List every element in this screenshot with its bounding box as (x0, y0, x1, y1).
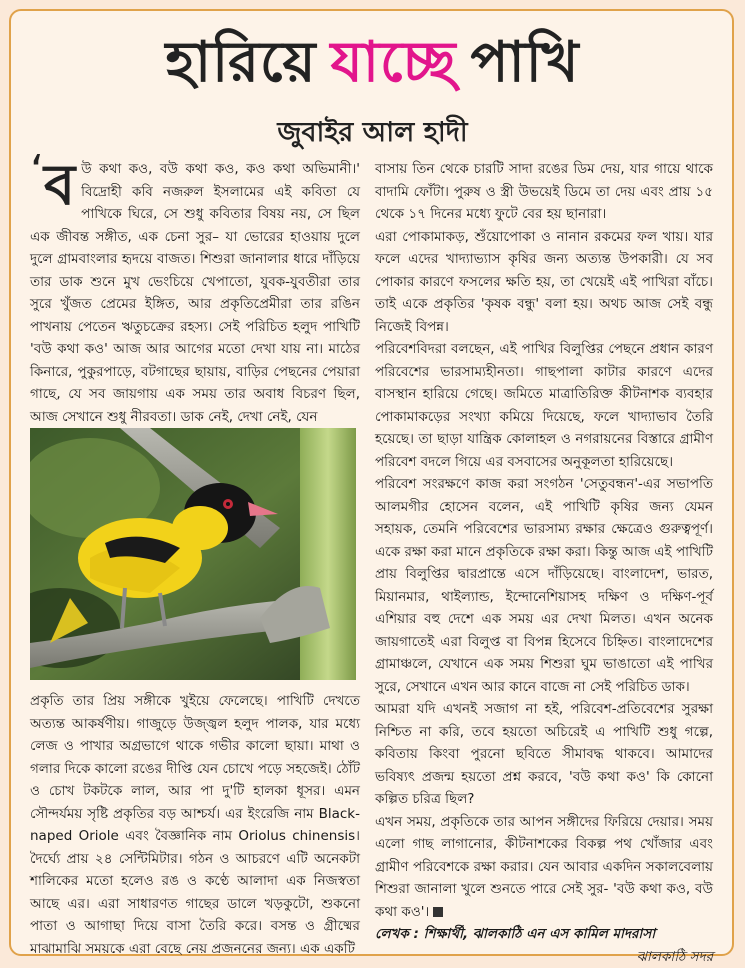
paragraph-warning: আমরা যদি এখনই সজাগ না হই, পরিবেশ-প্রতিবেশের সুরক্ষা নিশ্চিত না করি, তবে হয়তো অচিরেই এ পাখিটি শুধু গল্পে, কবিতায় কিংবা পুরনো ছবিতে সীমাবদ্ধ থাকবে। আমাদের ভবিষ্যৎ প্রজন্ম হয়তো প্রশ্ন করবে, 'বউ কথা কও' কি কোনো কল্পিত চরিত্র ছিল? (375, 701, 713, 807)
conclusion-text: এখন সময়, প্রকৃতিকে তার আপন সঙ্গীদের ফিরিয়ে দেয়ার। সময় এলো গাছ লাগানোর, কীটনাশকের বিকল্প পথ খোঁজার এবং গ্রামীণ পরিবেশকে রক্ষা করার। যেন আবার একদিন সকালবেলায় শিশুরা জানালা খুলে শুনতে পারে সেই সুর- 'বউ কথা কও, বউ কথা কও'। (375, 813, 713, 920)
paragraph-expert: পরিবেশ সংরক্ষণে কাজ করা সংগঠন 'সেতুবন্ধন'-এর সভাপতি আলমগীর হোসেন বলেন, এই পাখিটি কৃষির জন্য যেমন সহায়ক, তেমনি পরিবেশের ভারসাম্য রক্ষার ক্ষেত্রেও গুরুত্বপূর্ণ। একে রক্ষা করা মানে প্রকৃতিকে রক্ষা করা। কিন্তু আজ এই পাখিটি প্রায় বিলুপ্তির দ্বারপ্রান্তে এসে দাঁড়িয়েছে। বাংলাদেশ, ভারত, মিয়ানমার, থাইল্যান্ড, ইন্দোনেশিয়াসহ দক্ষিণ ও দক্ষিণ-পূর্ব এশিয়ার বহু দেশে এক সময় এর দেখা মিলত। এখন অনেক জায়গাতেই এরা বিলুপ্ত বা বিপন্ন হিসেবে চিহ্নিত। বাংলাদেশের গ্রামাঞ্চলে, যেখানে এক সময় শিশুরা ঘুম ভাঙাতো এই পাখির সুরে, সেখানে এখন আর কানে বাজে না সেই পরিচিত ডাক। (375, 476, 713, 695)
column-left-top (30, 146, 360, 428)
paragraph-causes: পরিবেশবিদরা বলছেন, এই পাখির বিলুপ্তির পেছনে প্রধান কারণ পরিবেশের ভারসাম্যহীনতা। গাছপালা কাটার কারণে এদের বাসস্থান হারিয়ে গেছে। জমিতে মাত্রাতিরিক্ত কীটনাশক ব্যবহার পোকামাকড়ের সংখ্যা কমিয়ে দিয়েছে, ফলে খাদ্যাভাব তৈরি হয়েছে। তা ছাড়া যান্ত্রিক কোলাহল ও নগরায়নের বিস্তারে গ্রামীণ পরিবেশ বদলে গিয়ে এর বসবাসের অনুকূলতা হারিয়েছে। (375, 341, 713, 470)
paragraph-conclusion (375, 811, 713, 924)
column-right (375, 158, 713, 968)
byline: জুবাইর আল হাদী (277, 117, 468, 148)
title-word-1: হারিয়ে (165, 30, 317, 95)
column-left-bottom (30, 690, 360, 960)
article-title (0, 28, 745, 98)
end-mark-icon (433, 907, 443, 917)
dropcap: ব (44, 153, 76, 218)
title-word-2: যাচ্ছে (330, 30, 457, 95)
description-paragraph: প্রকৃতি তার প্রিয় সঙ্গীকে খুইয়ে ফেলেছে। পাখিটি দেখতে অত্যন্ত আকর্ষণীয়। গাজুড়ে উজ্জ্বল হলুদ পালক, যার মধ্যে লেজ ও পাখার অগ্রভাগে থাকে গভীর কালো ছায়া। মাথা ও গলার দিকে কালো রঙের দীপ্তি যেন চোখে পড়ে সহজেই। ঠোঁট ও চোখ টকটকে লাল, আর পা দু'টি হালকা ধূসর। এমন সৌন্দর্যময় সৃষ্টি প্রকৃতির বড় আশ্চর্য। এর ইংরেজি নাম Black-naped Oriole এবং বৈজ্ঞানিক নাম Oriolus chinensis। দৈর্ঘ্যে প্রায় ২৪ সেন্টিমিটার। গঠন ও আচরণে এটি অনেকটা শালিকের মতো হলেও রঙ ও কণ্ঠে আলাদা এক নিজস্বতা আছে এর। এরা সাধারণত গাছের ডালে খড়কুটো, শুকনো পাতা ও আগাছা দিয়ে বাসা তৈরি করে। বসন্ত ও গ্রীষ্মের মাঝামাঝি সময়কে এরা বেছে নেয় প্রজননের জন্য। এক একটি (30, 693, 360, 957)
title-word-3: পাখি (470, 30, 580, 95)
author-line: লেখক : শিক্ষার্থী, ঝালকাঠি এন এস কামিল মাদরাসা (375, 926, 656, 942)
bird-illustration (30, 428, 356, 680)
paragraph-nesting: বাসায় তিন থেকে চারটি সাদা রঙের ডিম দেয়, যার গায়ে থাকে বাদামি ফোঁটা। পুরুষ ও স্ত্রী উভয়েই ডিমে তা দেয় এবং প্রায় ১৫ থেকে ১৭ দিনের মধ্যে ফুটে বের হয় ছানারা। (375, 161, 713, 222)
opening-paragraph (30, 146, 360, 428)
author-place: ঝালকাঠি সদর (636, 948, 713, 965)
bird-photo (30, 428, 356, 680)
paragraph-diet: এরা পোকামাকড়, শুঁয়োপোকা ও নানান রকমের ফল খায়। যার ফলে এদের খাদ্যাভ্যাস কৃষির জন্য অত্যন্ত উপকারী। যে সব পোকার কারণে ফসলের ক্ষতি হয়, তা খেয়েই এই পাখিরা বাঁচে। তাই একে প্রকৃতির 'কৃষক বন্ধু' বলা হয়। অথচ আজ সেই বন্ধু নিজেই বিপন্ন। (375, 228, 713, 335)
paragraph-text: উ কথা কও, বউ কথা কও, কও কথা অভিমানী।' বিদ্রোহী কবি নজরুল ইসলামের এই কবিতা যে পাখিকে ঘিরে, সে শুধু কবিতার বিষয় নয়, সে ছিল এক জীবন্ত সঙ্গীত, এক চেনা সুর– যা ভোরের হাওয়ায় দুলে দুলে গ্রামবাংলার হৃদয়ে বাজত। শিশুরা জানালার ধারে দাঁড়িয়ে তার ডাক শুনে মুখ ভেংচিয়ে খেপাতো, যুবক-যুবতীরা তার সুরে খুঁজত প্রেমের ইঙ্গিত, আর প্রকৃতিপ্রেমীরা তার রঙিন পাখনায় পেতেন ঋতুচক্রের রহস্য। সেই পরিচিত হলুদ পাখিটি 'বউ কথা কও' আজ আর আগের মতো দেখা যায় না। মাঠের কিনারে, পুকুরপাড়ে, বটগাছের ছায়ায়, বাড়ির পেছনের পেয়ারা গাছে, যে সব জায়গায় এক সময় তার অবাধ বিচরণ ছিল, আজ সেখানে শুধু নীরবতা। ডাক নেই, দেখা নেই, যেন (30, 161, 360, 425)
quote-mark: ‘ (30, 146, 44, 197)
